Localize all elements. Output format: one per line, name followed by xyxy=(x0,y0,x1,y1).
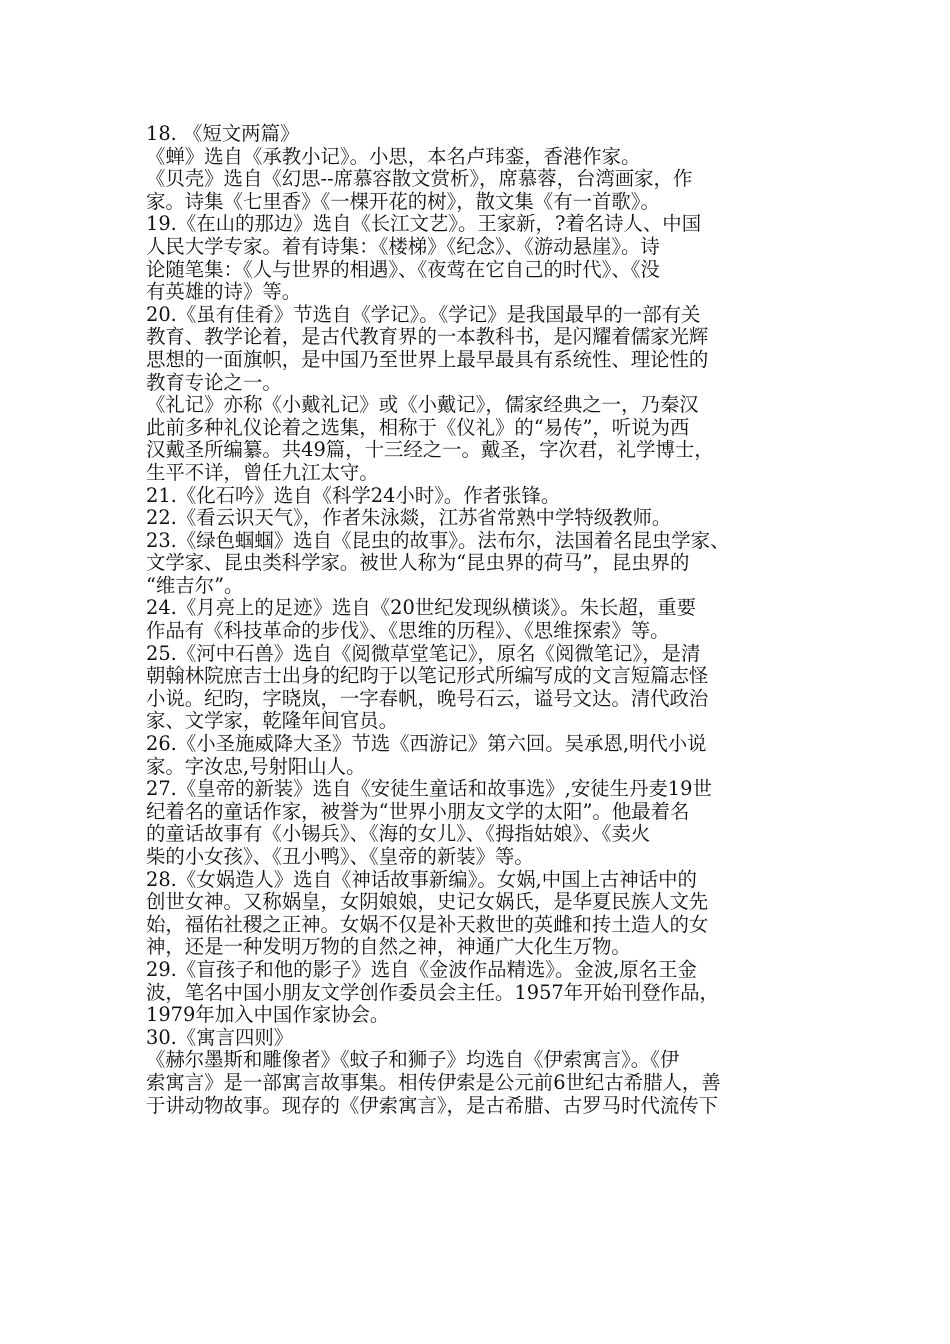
text-line: 1979年加入中国作家协会。 xyxy=(146,1003,390,1027)
text-line: 《贝壳》选自《幻思--席慕容散文赏析》，席慕蓉，台湾画家，作 xyxy=(146,167,693,191)
text-line: 20.《虽有佳肴》节选自《学记》。《学记》是我国最早的一部有关 xyxy=(146,302,701,326)
text-line: 28.《女娲造人》选自《神话故事新编》。女娲,中国上古神话中的 xyxy=(146,867,697,891)
text-line: 家。诗集《七里香》《一棵开花的树》，散文集《有一首歌》。 xyxy=(146,189,660,213)
text-line: 创世女神。又称娲皇，女阴娘娘，史记女娲氏，是华夏民族人文先 xyxy=(146,890,709,914)
text-line: 22.《看云识天气》，作者朱泳燚，江苏省常熟中学特级教师。 xyxy=(146,506,672,530)
text-line: 索寓言》是一部寓言故事集。相传伊索是公元前6世纪古希腊人，善 xyxy=(146,1070,721,1094)
text-line: 24.《月亮上的足迹》选自《20世纪发现纵横谈》。朱长超，重要 xyxy=(146,596,696,620)
text-line: 文学家、昆虫类科学家。被世人称为“昆虫界的荷马”，昆虫界的 xyxy=(146,551,690,575)
text-line: 汉戴圣所编纂。共49篇，十三经之一。戴圣，字次君，礼学博士， xyxy=(146,438,714,462)
text-line: 教育、教学论着，是古代教育界的一本教科书，是闪耀着儒家光辉 xyxy=(146,325,709,349)
text-line: 的童话故事有《小锡兵》、《海的女儿》、《拇指姑娘》、《卖火 xyxy=(146,822,651,846)
text-line: 思想的一面旗帜，是中国乃至世界上最早最具有系统性、理论性的 xyxy=(146,347,709,371)
text-line: 于讲动物故事。现存的《伊索寓言》，是古希腊、古罗马时代流传下 xyxy=(146,1093,719,1117)
text-line: 19.《在山的那边》选自《长江文艺》。王家新，?着名诗人、中国 xyxy=(146,212,702,236)
text-line: 论随笔集：《人与世界的相遇》、《夜莺在它自己的时代》、《没 xyxy=(146,257,660,281)
text-line: “维吉尔”。 xyxy=(146,573,244,597)
text-line: 神，还是一种发明万物的自然之神，神通广大化生万物。 xyxy=(146,935,631,959)
text-line: 18. 《短文两篇》 xyxy=(146,122,300,145)
text-line: 25.《河中石兽》选自《阅微草堂笔记》，原名《阅微笔记》，是清 xyxy=(146,641,701,665)
document-body xyxy=(146,123,836,1140)
text-line: 朝翰林院庶吉士出身的纪昀于以笔记形式所编写成的文言短篇志怪 xyxy=(146,664,709,688)
text-line: 29.《盲孩子和他的影子》选自《金波作品精选》。金波,原名王金 xyxy=(146,957,697,981)
text-line: 生平不详，曾任九江太守。 xyxy=(146,460,379,484)
text-line: 30.《寓言四则》 xyxy=(146,1025,294,1049)
text-line: 小说。纪昀，字晓岚，一字春帆，晚号石云，谥号文达。清代政治 xyxy=(146,686,709,710)
text-line: 有英雄的诗》等。 xyxy=(146,280,302,304)
text-line: 始，福佑社稷之正神。女娲不仅是补天救世的英雌和抟土造人的女 xyxy=(146,912,709,936)
text-line: 26.《小圣施威降大圣》节选《西游记》第六回。吴承恩,明代小说 xyxy=(146,732,707,756)
text-line: 人民大学专家。着有诗集：《楼梯》《纪念》、《游动悬崖》。诗 xyxy=(146,234,660,258)
text-line: 教育专论之一。 xyxy=(146,370,282,394)
text-line: 21.《化石吟》选自《科学24小时》。作者张锋。 xyxy=(146,483,561,507)
text-line: 家、文学家，乾隆年间官员。 xyxy=(146,709,399,733)
text-line: 此前多种礼仪论着之选集，相称于《仪礼》的“易传”，听说为西 xyxy=(146,415,690,439)
text-line: 纪着名的童话作家，被誉为“世界小朋友文学的太阳”。他最着名 xyxy=(146,799,690,823)
text-line: 23.《绿色蝈蝈》选自《昆虫的故事》。法布尔，法国着名昆虫学家、 xyxy=(146,528,730,552)
text-line: 作品有《科技革命的步伐》、《思维的历程》、《思维探索》等。 xyxy=(146,619,670,643)
text-line: 柴的小女孩》、《丑小鸭》、《皇帝的新装》等。 xyxy=(146,845,534,868)
text-line: 家。字汝忠,号射阳山人。 xyxy=(146,754,366,778)
text-line: 《礼记》亦称《小戴礼记》或《小戴记》，儒家经典之一，乃秦汉 xyxy=(146,393,699,417)
text-line: 27.《皇帝的新装》选自《安徒生童话和故事选》,安徒生丹麦19世 xyxy=(146,777,712,801)
text-line: 《赫尔墨斯和雕像者》《蚊子和狮子》均选自《伊索寓言》。《伊 xyxy=(146,1048,680,1072)
text-line: 《蝉》选自《承教小记》。小思，本名卢玮銮，香港作家。 xyxy=(146,144,641,168)
text-line xyxy=(146,1117,836,1140)
text-line: 波，笔名中国小朋友文学创作委员会主任。1957年开始刊登作品， xyxy=(146,980,719,1004)
